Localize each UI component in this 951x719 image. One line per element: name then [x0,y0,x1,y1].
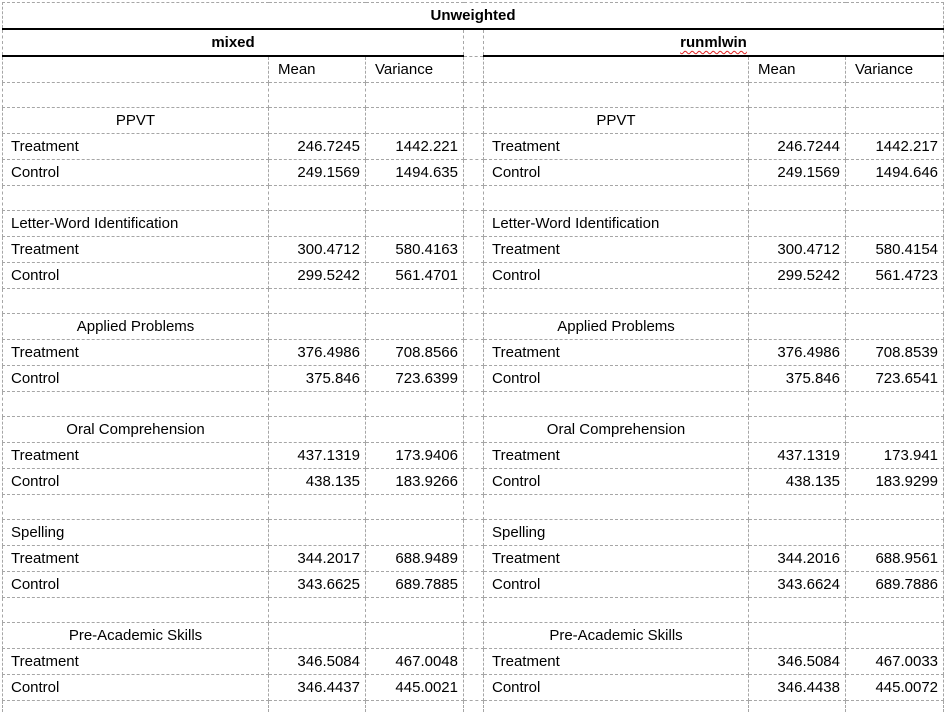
mean-value: 300.4712 [749,237,846,263]
variance-value: 1494.646 [846,160,944,186]
gap-cell [464,263,484,289]
variance-value: 561.4723 [846,263,944,289]
mean-value: 376.4986 [269,340,366,366]
control-row [3,160,944,186]
gap-cell [464,520,484,546]
empty-cell [366,314,464,340]
spacer-cell [269,83,366,108]
empty-cell [749,417,846,443]
row-label: Control [3,263,269,289]
spacer-cell [3,392,269,417]
gap-cell [464,469,484,495]
row-label: Treatment [484,443,749,469]
spacer-cell [3,289,269,314]
empty-cell [846,623,944,649]
mean-value: 343.6624 [749,572,846,598]
row-label: Treatment [484,340,749,366]
variance-value: 561.4701 [366,263,464,289]
partial-row [3,701,944,712]
spacer-cell [749,701,846,712]
section-name: Pre-Academic Skills [484,623,749,649]
mean-value: 438.135 [269,469,366,495]
spacer-cell [846,186,944,211]
section-name: PPVT [3,108,269,134]
spacer-cell [484,392,749,417]
empty-cell [846,108,944,134]
section-name-row [3,623,944,649]
mean-value: 375.846 [269,366,366,392]
mean-value: 437.1319 [269,443,366,469]
mean-value: 438.135 [749,469,846,495]
control-row [3,366,944,392]
mean-value: 249.1569 [749,160,846,186]
spacer-cell [366,598,464,623]
mean-value: 343.6625 [269,572,366,598]
gap-cell [464,392,484,417]
mean-value: 246.7245 [269,134,366,160]
row-label: Treatment [484,649,749,675]
row-label: Control [3,469,269,495]
spacer-cell [366,83,464,108]
row-label: Control [484,263,749,289]
spacer-row [3,289,944,314]
variance-value: 708.8566 [366,340,464,366]
mean-value: 299.5242 [269,263,366,289]
empty-cell [269,417,366,443]
gap-cell [464,340,484,366]
spacer-cell [484,598,749,623]
spacer-row [3,186,944,211]
empty-cell [269,520,366,546]
row-label: Control [3,572,269,598]
spacer-cell [749,598,846,623]
spacer-row [3,392,944,417]
spacer-cell [366,392,464,417]
variance-value: 580.4163 [366,237,464,263]
spacer-cell [366,186,464,211]
spacer-cell [749,495,846,520]
row-label: Control [3,675,269,701]
spacer-cell [484,289,749,314]
gap-cell [464,546,484,572]
spacer-cell [484,186,749,211]
spacer-cell [3,598,269,623]
mean-value: 437.1319 [749,443,846,469]
gap-cell [464,443,484,469]
variance-value: 723.6399 [366,366,464,392]
spacer-cell [269,701,366,712]
row-label: Control [484,160,749,186]
variance-value: 580.4154 [846,237,944,263]
gap-cell [464,366,484,392]
section-name: Oral Comprehension [3,417,269,443]
empty-cell [749,211,846,237]
section-name: Spelling [484,520,749,546]
spacer-cell [846,392,944,417]
row-label: Control [3,366,269,392]
variance-value: 183.9266 [366,469,464,495]
mean-value: 299.5242 [749,263,846,289]
runmlwin-panel-label: runmlwin [680,34,747,51]
variance-value: 688.9489 [366,546,464,572]
row-label: Control [484,366,749,392]
gap-cell [464,598,484,623]
comparison-table [2,2,944,712]
treatment-row [3,546,944,572]
gap-cell [464,211,484,237]
row-label: Treatment [3,649,269,675]
spacer-cell [269,495,366,520]
spacer-cell [484,83,749,108]
gap-cell [464,649,484,675]
mixed-panel-label: mixed [211,34,255,51]
mean-value: 300.4712 [269,237,366,263]
variance-value: 688.9561 [846,546,944,572]
control-row [3,263,944,289]
empty-cell [269,314,366,340]
variance-value: 723.6541 [846,366,944,392]
spacer-row [3,83,944,108]
spacer-cell [366,495,464,520]
spacer-cell [749,83,846,108]
row-label: Control [484,675,749,701]
mean-column-header-right: Mean [749,56,846,83]
spacer-cell [269,392,366,417]
section-name: Applied Problems [3,314,269,340]
variance-value: 1442.217 [846,134,944,160]
gap-cell [464,29,484,56]
empty-cell [749,108,846,134]
gap-cell [464,675,484,701]
mean-value: 346.4438 [749,675,846,701]
variance-value: 445.0021 [366,675,464,701]
row-label: Control [3,160,269,186]
variance-value: 467.0033 [846,649,944,675]
runmlwin-panel-header [484,29,944,56]
empty-cell [749,623,846,649]
row-label: Treatment [484,546,749,572]
column-header-row [3,56,944,83]
row-label: Treatment [3,134,269,160]
spacer-cell [749,289,846,314]
spacer-cell [3,701,269,712]
panel-header-row [3,29,944,56]
empty-cell [846,417,944,443]
gap-cell [464,134,484,160]
spacer-cell [846,289,944,314]
section-name: Pre-Academic Skills [3,623,269,649]
spacer-cell [846,598,944,623]
mean-value: 375.846 [749,366,846,392]
spacer-cell [366,701,464,712]
gap-cell [464,289,484,314]
spacer-row [3,598,944,623]
empty-cell [484,56,749,83]
empty-cell [269,623,366,649]
empty-cell [366,623,464,649]
variance-value: 689.7885 [366,572,464,598]
empty-cell [269,211,366,237]
mean-value: 344.2016 [749,546,846,572]
row-label: Treatment [3,340,269,366]
mean-value: 246.7244 [749,134,846,160]
variance-value: 708.8539 [846,340,944,366]
variance-value: 173.941 [846,443,944,469]
mean-value: 376.4986 [749,340,846,366]
spacer-cell [846,83,944,108]
gap-cell [464,314,484,340]
treatment-row [3,237,944,263]
variance-value: 689.7886 [846,572,944,598]
empty-cell [846,520,944,546]
section-name-row [3,211,944,237]
mean-column-header-left: Mean [269,56,366,83]
control-row [3,572,944,598]
spacer-cell [3,83,269,108]
gap-cell [464,83,484,108]
spacer-cell [749,392,846,417]
row-label: Treatment [484,237,749,263]
section-name: Applied Problems [484,314,749,340]
gap-cell [464,186,484,211]
empty-cell [366,108,464,134]
row-label: Treatment [3,443,269,469]
empty-cell [846,211,944,237]
mean-value: 346.5084 [749,649,846,675]
row-label: Control [484,469,749,495]
empty-cell [749,520,846,546]
spacer-cell [484,495,749,520]
gap-cell [464,160,484,186]
mean-value: 344.2017 [269,546,366,572]
empty-cell [366,520,464,546]
treatment-row [3,340,944,366]
section-name: Spelling [3,520,269,546]
treatment-row [3,443,944,469]
variance-value: 467.0048 [366,649,464,675]
gap-cell [464,417,484,443]
section-name: PPVT [484,108,749,134]
spacer-cell [846,495,944,520]
variance-column-header-left: Variance [366,56,464,83]
spreadsheet-table-area [2,2,944,712]
mixed-panel-header [3,29,464,56]
variance-value: 1494.635 [366,160,464,186]
spacer-cell [749,186,846,211]
treatment-row [3,649,944,675]
treatment-row [3,134,944,160]
variance-value: 183.9299 [846,469,944,495]
section-name-row [3,108,944,134]
section-name-row [3,314,944,340]
gap-cell [464,56,484,83]
mean-value: 249.1569 [269,160,366,186]
empty-cell [3,56,269,83]
section-name: Oral Comprehension [484,417,749,443]
section-name: Letter-Word Identification [484,211,749,237]
gap-cell [464,623,484,649]
empty-cell [366,417,464,443]
spacer-row [3,495,944,520]
variance-value: 173.9406 [366,443,464,469]
control-row [3,469,944,495]
row-label: Treatment [3,546,269,572]
section-name-row [3,520,944,546]
row-label: Treatment [3,237,269,263]
gap-cell [464,237,484,263]
mean-value: 346.5084 [269,649,366,675]
spacer-cell [484,701,749,712]
empty-cell [846,314,944,340]
title-row [3,3,944,30]
section-name-row [3,417,944,443]
variance-value: 445.0072 [846,675,944,701]
empty-cell [366,211,464,237]
spacer-cell [3,186,269,211]
spacer-cell [846,701,944,712]
control-row [3,675,944,701]
gap-cell [464,701,484,712]
mean-value: 346.4437 [269,675,366,701]
row-label: Treatment [484,134,749,160]
spacer-cell [269,186,366,211]
variance-value: 1442.221 [366,134,464,160]
spacer-cell [269,598,366,623]
empty-cell [269,108,366,134]
empty-cell [749,314,846,340]
spacer-cell [366,289,464,314]
section-name: Letter-Word Identification [3,211,269,237]
gap-cell [464,108,484,134]
row-label: Control [484,572,749,598]
gap-cell [464,572,484,598]
variance-column-header-right: Variance [846,56,944,83]
spacer-cell [269,289,366,314]
gap-cell [464,495,484,520]
spacer-cell [3,495,269,520]
table-title: Unweighted [3,3,944,30]
